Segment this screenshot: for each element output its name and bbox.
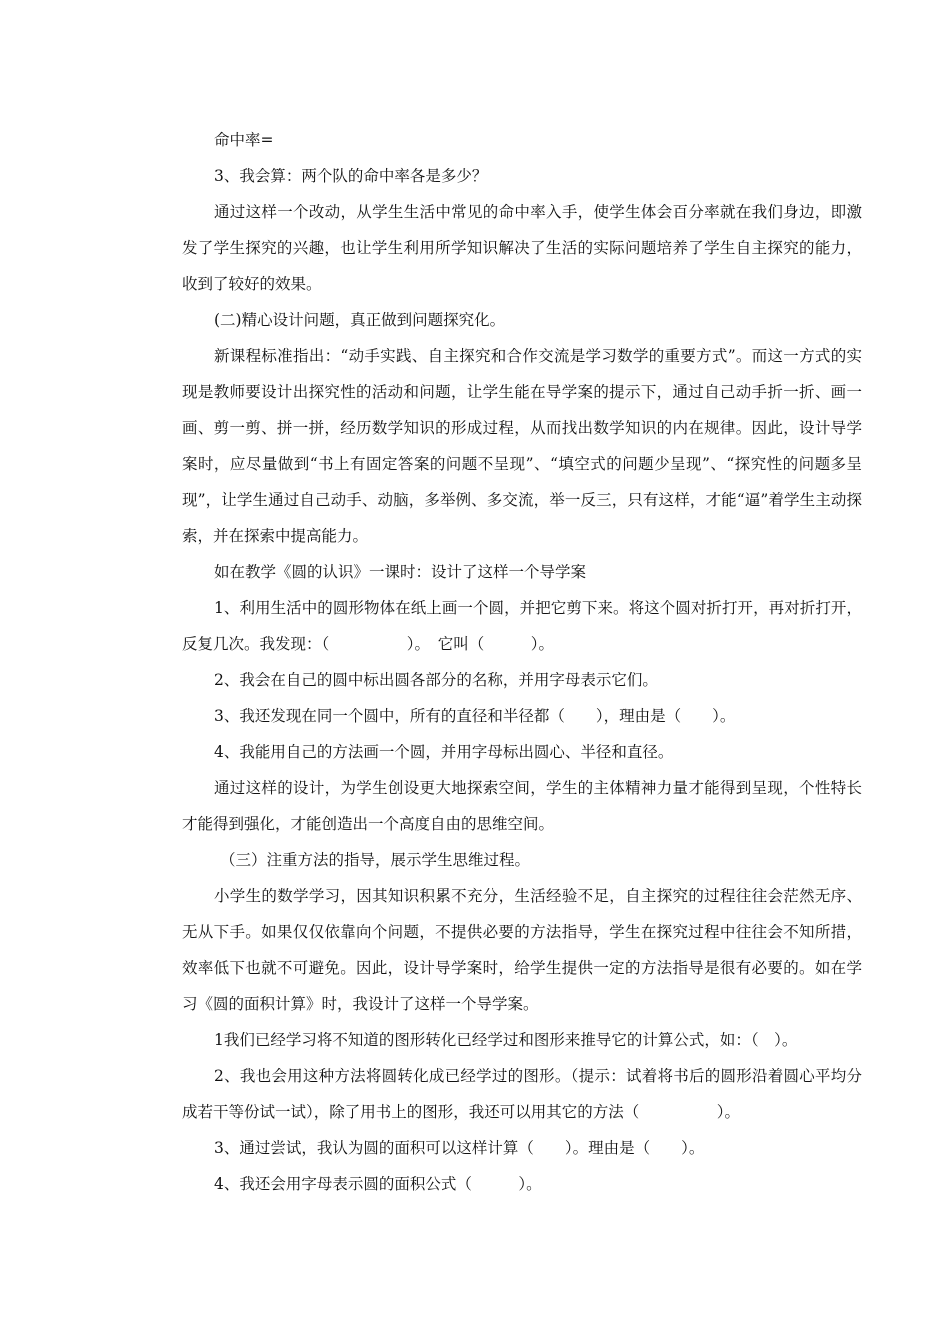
paragraph-example-intro: 如在教学《圆的认识》一课时：设计了这样一个导学案 xyxy=(214,563,587,581)
paragraph-method-guidance: 小学生的数学学习，因其知识积累不充分，生活经验不足，自主探究的过程往往会茫然无序、无从下手。如果仅仅依靠向个问题，不提供必要的方法指导，学生在探究过程中往往会不知所措，效率低下也就不可避免。因此，设计导学案时，给学生提供一定的方法指导是很有必要的。如在学习《圆的面积计算》时，我设计了这样一个导学案。 xyxy=(182,887,862,1013)
area-task-4: 4、我还会用字母表示圆的面积公式（ ）。 xyxy=(214,1175,542,1193)
task-item-2: 2、我会在自己的圆中标出圆各部分的名称，并用字母表示它们。 xyxy=(214,671,658,689)
area-task-1: 1我们已经学习将不知道的图形转化已经学过和图形来推导它的计算公式，如：（ ）。 xyxy=(214,1031,798,1049)
task-item-3: 3、我还发现在同一个圆中，所有的直径和半径都（ ），理由是（ ）。 xyxy=(214,707,736,725)
paragraph-curriculum: 新课程标准指出：“动手实践、自主探究和合作交流是学习数学的重要方式”。而这一方式的实现是教师要设计出探究性的活动和问题，让学生能在导学案的提示下，通过自己动手折一折、画一画、剪一剪、拼一拼，经历数学知识的形成过程，从而找出数学知识的内在规律。因此，设计导学案时，应尽量做到“书上有固定答案的问题不呈现”、“填空式的问题少呈现”、“探究性的问题多呈现”，让学生通过自己动手、动脑，多举例、多交流，举一反三，只有这样，才能“逼”着学生主动探索，并在探索中提高能力。 xyxy=(182,347,862,545)
document-body xyxy=(182,122,862,1202)
formula-line: 命中率= xyxy=(214,131,274,149)
question-3: 3、我会算：两个队的命中率各是多少？ xyxy=(214,167,488,185)
area-task-3: 3、通过尝试，我认为圆的面积可以这样计算（ ）。理由是（ ）。 xyxy=(214,1139,705,1157)
paragraph-reflection: 通过这样一个改动，从学生生活中常见的命中率入手，使学生体会百分率就在我们身边，即激发了学生探究的兴趣，也让学生利用所学知识解决了生活的实际问题培养了学生自主探究的能力，收到了较好的效果。 xyxy=(182,203,862,293)
paragraph-design-summary: 通过这样的设计，为学生创设更大地探索空间，学生的主体精神力量才能得到呈现，个性特长才能得到强化，才能创造出一个高度自由的思维空间。 xyxy=(182,779,862,833)
section-heading-3: （三）注重方法的指导，展示学生思维过程。 xyxy=(220,851,531,869)
task-item-4: 4、我能用自己的方法画一个圆，并用字母标出圆心、半径和直径。 xyxy=(214,743,674,761)
section-heading-2: (二)精心设计问题，真正做到问题探究化。 xyxy=(214,311,506,329)
area-task-2: 2、我也会用这种方法将圆转化成已经学过的图形。（提示：试着将书后的圆形沿着圆心平均分成若干等份试一试），除了用书上的图形，我还可以用其它的方法（ ）。 xyxy=(182,1067,862,1121)
task-item-1: 1、利用生活中的圆形物体在纸上画一个圆，并把它剪下来。将这个圆对折打开，再对折打开，反复几次。我发现：（ ）。 它叫（ ）。 xyxy=(182,599,862,653)
